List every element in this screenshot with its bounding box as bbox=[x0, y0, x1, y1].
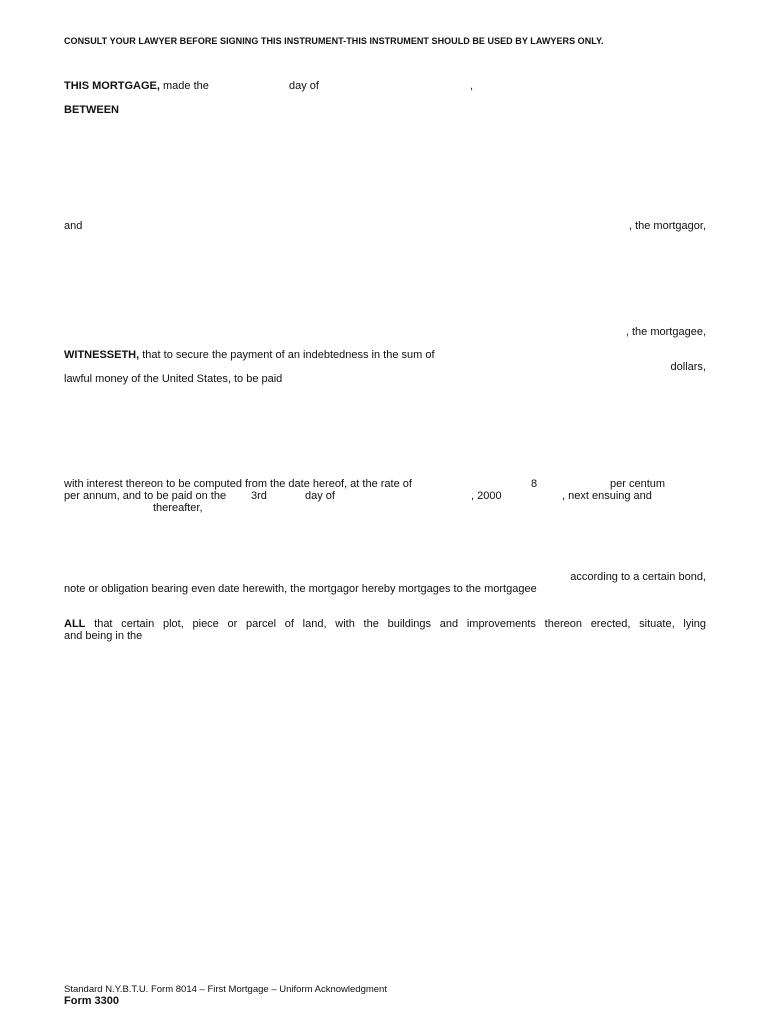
pay-day: 3rd bbox=[251, 490, 267, 502]
mortgagor-label: , the mortgagor, bbox=[628, 220, 706, 232]
pay-day-of-text: day of bbox=[305, 490, 335, 502]
thereafter-text: thereafter, bbox=[153, 502, 203, 514]
between-label: BETWEEN bbox=[64, 104, 119, 116]
form-number: Form 3300 bbox=[64, 995, 120, 1007]
date-comma: , bbox=[470, 80, 474, 92]
witnesseth-text: that to secure the payment of an indebtedness in the sum of bbox=[142, 349, 435, 361]
per-annum-text: per annum, and to be paid on the bbox=[64, 490, 227, 502]
all-clause-line bbox=[64, 618, 706, 631]
dollars-text: dollars, bbox=[670, 361, 706, 373]
interest-rate: 8 bbox=[531, 478, 538, 490]
witnesseth-label: WITNESSETH, bbox=[64, 349, 140, 361]
made-the-text: made the bbox=[163, 80, 209, 92]
witnesseth-line bbox=[64, 349, 435, 362]
and-text: and bbox=[64, 220, 83, 232]
according-bond-text: according to a certain bond, bbox=[570, 571, 706, 583]
day-of-text: day of bbox=[289, 80, 319, 92]
mortgage-title: THIS MORTGAGE, bbox=[64, 80, 160, 92]
being-in-text: and being in the bbox=[64, 630, 143, 642]
standard-form-text: Standard N.Y.B.T.U. Form 8014 – First Mortgage – Uniform Acknowledgment bbox=[64, 984, 387, 995]
all-clause-text: that certain plot, piece or parcel of land, with the buildings and improvements thereon erected, situate, lying bbox=[94, 618, 707, 630]
per-centum-text: per centum bbox=[610, 478, 666, 490]
note-obligation-text: note or obligation bearing even date herewith, the mortgagor hereby mortgages to the mortgagee bbox=[64, 583, 537, 595]
next-ensuing-text: , next ensuing and bbox=[562, 490, 652, 502]
interest-line: with interest thereon to be computed from the date hereof, at the rate of bbox=[64, 478, 412, 490]
all-label: ALL bbox=[64, 618, 86, 630]
lawful-money-text: lawful money of the United States, to be paid bbox=[64, 373, 283, 385]
pay-year: , 2000 bbox=[471, 490, 502, 502]
mortgagee-label: , the mortgagee, bbox=[625, 326, 706, 338]
lawyer-notice: CONSULT YOUR LAWYER BEFORE SIGNING THIS INSTRUMENT-THIS INSTRUMENT SHOULD BE USED BY LAWYERS ONLY. bbox=[64, 36, 604, 46]
intro-line bbox=[64, 80, 209, 93]
